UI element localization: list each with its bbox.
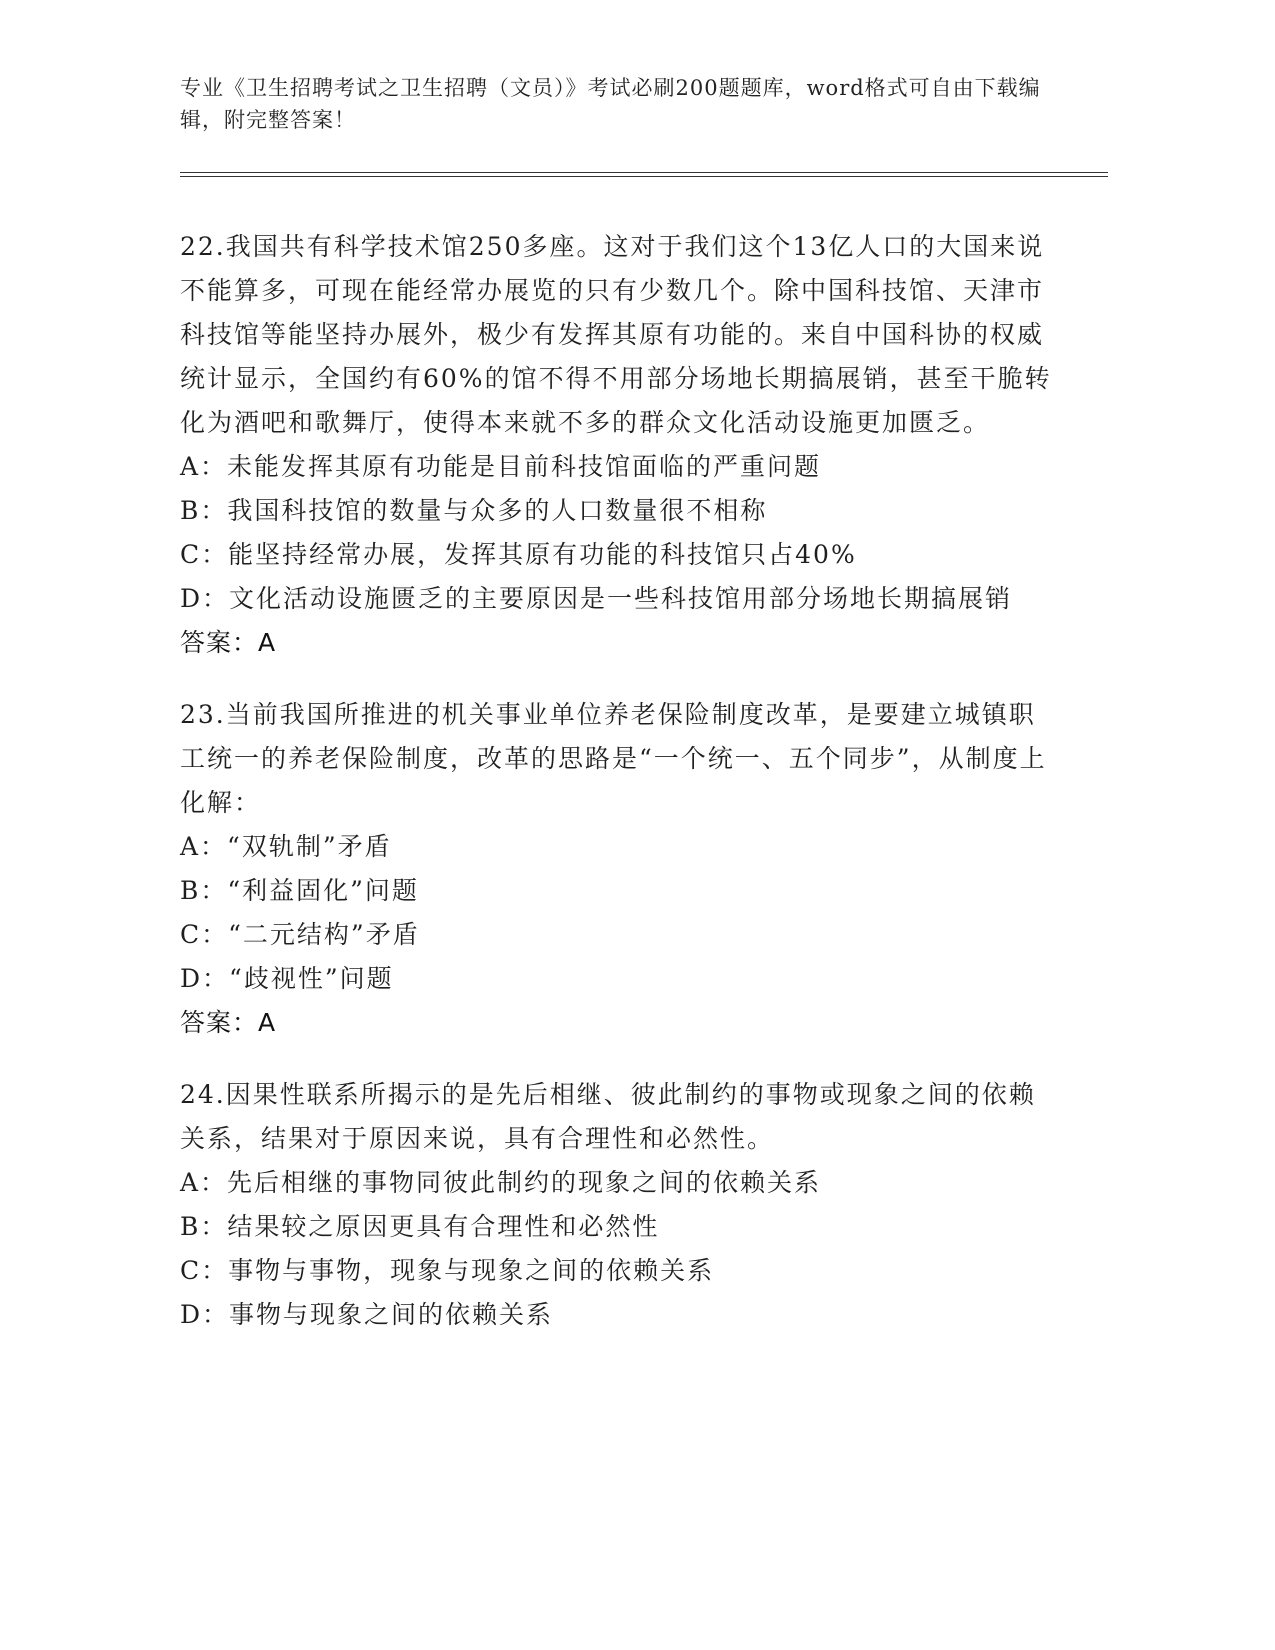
option-d: D：“歧视性”问题 xyxy=(180,964,394,993)
question-text: 22.我国共有科学技术馆250多座。这对于我们这个13亿人口的大国来说不能算多，可现在能经常办展览的只有少数几个。除中国科技馆、天津市科技馆等能坚持办展外，极少有发挥其原有功能的。来自中国科协的权威统计显示，全国约有60%的馆不得不用部分场地长期搞展销，甚至干脆转化为酒吧和歌舞厅，使得本来就不多的群众文化活动设施更加匮乏。 xyxy=(180,232,1052,437)
option-c: C：事物与事物，现象与现象之间的依赖关系 xyxy=(180,1256,715,1285)
option-a: A：先后相继的事物同彼此制约的现象之间的依赖关系 xyxy=(180,1168,822,1197)
question-22 xyxy=(180,225,1060,665)
option-b: B：我国科技馆的数量与众多的人口数量很不相称 xyxy=(180,496,768,525)
option-c: C：能坚持经常办展，发挥其原有功能的科技馆只占40% xyxy=(180,540,857,569)
answer: 答案：A xyxy=(180,1008,277,1037)
question-23 xyxy=(180,693,1060,1045)
option-d: D：文化活动设施匮乏的主要原因是一些科技馆用部分场地长期搞展销 xyxy=(180,584,1013,613)
option-b: B：“利益固化”问题 xyxy=(180,876,419,905)
header-divider xyxy=(180,172,1108,177)
option-a: A：未能发挥其原有功能是目前科技馆面临的严重问题 xyxy=(180,452,822,481)
question-24 xyxy=(180,1073,1060,1337)
answer: 答案：A xyxy=(180,628,277,657)
option-d: D：事物与现象之间的依赖关系 xyxy=(180,1300,554,1329)
option-a: A：“双轨制”矛盾 xyxy=(180,832,392,861)
document-header: 专业《卫生招聘考试之卫生招聘（文员）》考试必刷200题题库，word格式可自由下载编辑，附完整答案！ xyxy=(180,76,1041,132)
option-c: C：“二元结构”矛盾 xyxy=(180,920,420,949)
option-b: B：结果较之原因更具有合理性和必然性 xyxy=(180,1212,660,1241)
question-text: 24.因果性联系所揭示的是先后相继、彼此制约的事物或现象之间的依赖关系，结果对于原因来说，具有合理性和必然性。 xyxy=(180,1080,1036,1153)
question-text: 23.当前我国所推进的机关事业单位养老保险制度改革，是要建立城镇职工统一的养老保险制度，改革的思路是“一个统一、五个同步”，从制度上化解： xyxy=(180,700,1047,817)
question-list xyxy=(180,225,1060,1365)
